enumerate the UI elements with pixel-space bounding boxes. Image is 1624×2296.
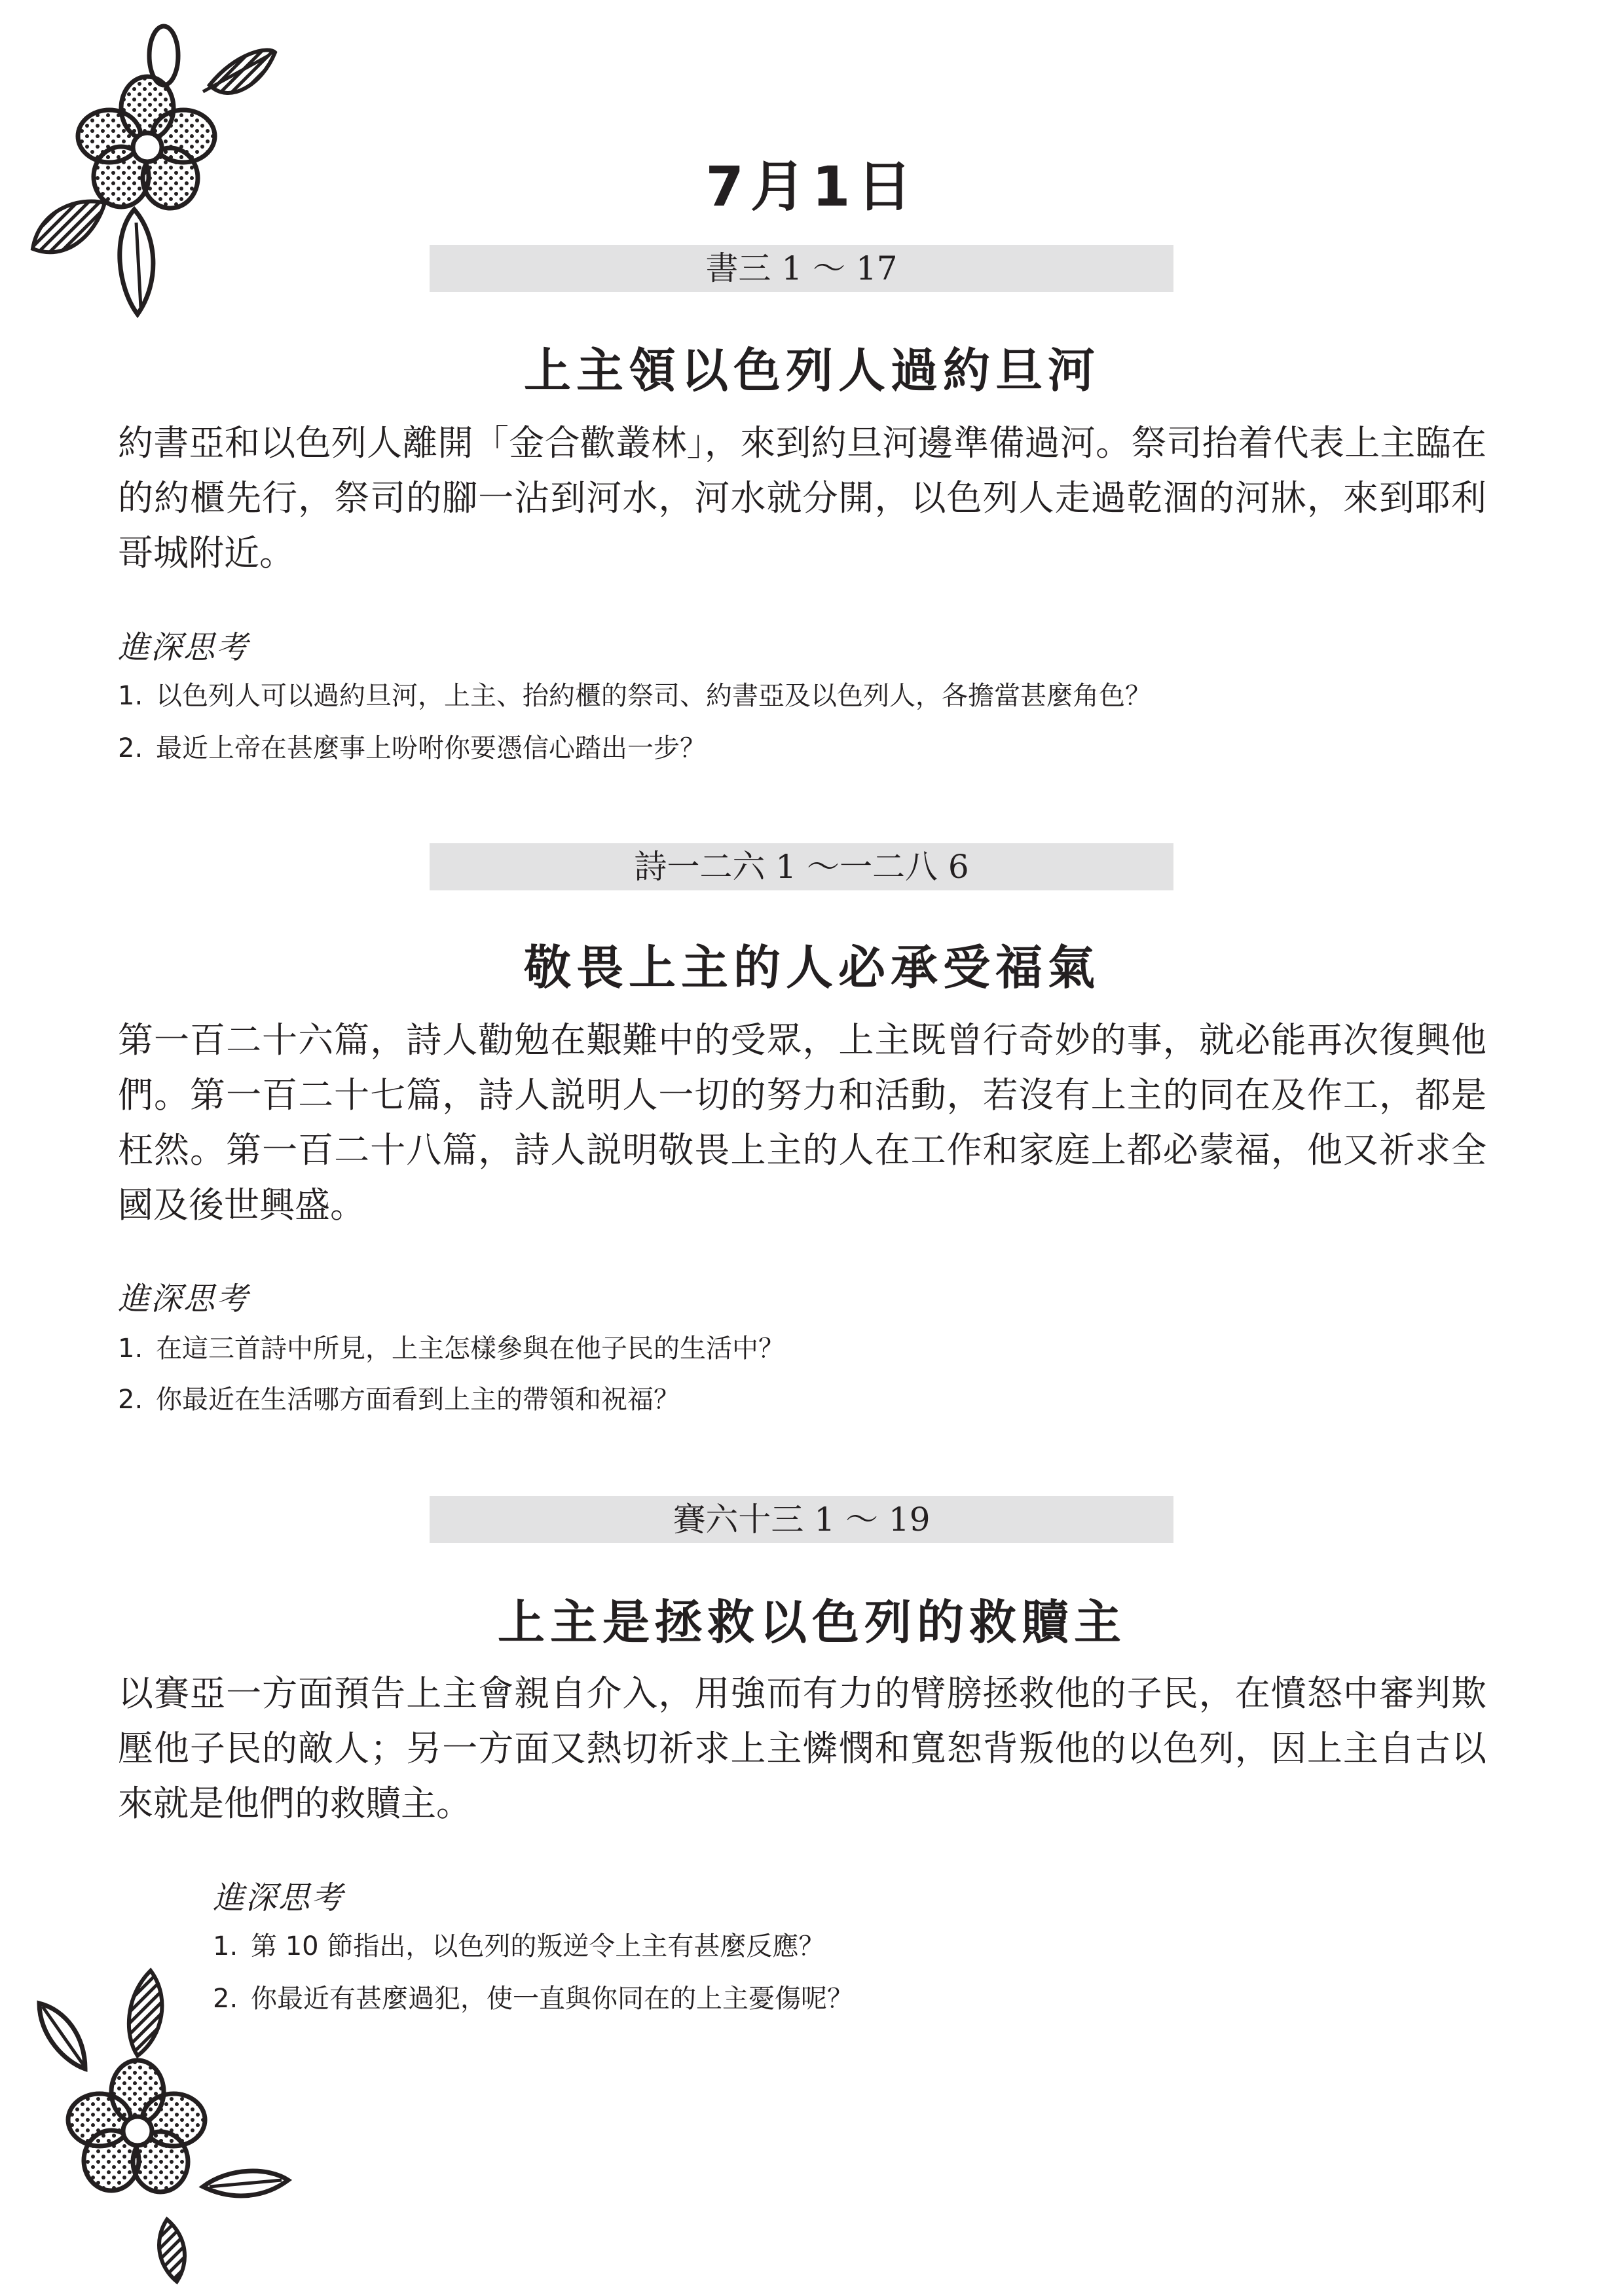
scripture-reference-3: 賽六十三 1 ～ 19 bbox=[430, 1496, 1173, 1543]
question-1-2 bbox=[118, 730, 706, 767]
page-date: 7月1日 bbox=[705, 155, 919, 219]
question-number: 2. bbox=[118, 733, 143, 763]
question-text: 以色列人可以過約旦河，上主、抬約櫃的祭司、約書亞及以色列人，各擔當甚麼角色？ bbox=[156, 681, 1151, 711]
scripture-reference-1: 書三 1 ～ 17 bbox=[430, 245, 1173, 292]
section-paragraph-1: 約書亞和以色列人離開「金合歡叢林」，來到約旦河邊準備過河。祭司抬着代表上主臨在的約櫃先行，祭司的腳一沾到河水，河水就分開，以色列人走過乾涸的河牀，來到耶利哥城附近。 bbox=[118, 422, 1486, 574]
section-paragraph-2: 第一百二十六篇，詩人勸勉在艱難中的受眾，上主既曾行奇妙的事，就必能再次復興他們。第一百二十七篇，詩人説明人一切的努力和活動，若沒有上主的同在及作工，都是枉然。第一百二十八篇，詩人説明敬畏上主的人在工作和家庭上都必蒙福，他又祈求全國及後世興盛。 bbox=[118, 1019, 1486, 1226]
reflection-title-1: 進深思考 bbox=[118, 629, 249, 666]
question-text: 你最近有甚麼過犯，使一直與你同在的上主憂傷呢？ bbox=[251, 1984, 853, 2014]
question-3-1 bbox=[213, 1928, 824, 1965]
section-title-2: 敬畏上主的人必承受福氣 bbox=[523, 940, 1100, 995]
section-paragraph-3: 以賽亞一方面預告上主會親自介入，用強而有力的臂膀拯救他的子民，在憤怒中審判欺壓他子民的敵人；另一方面又熱切祈求上主憐憫和寬恕背叛他的以色列，因上主自古以來就是他們的救贖主。 bbox=[118, 1673, 1486, 1824]
question-number: 2. bbox=[213, 1984, 238, 2014]
question-2-1 bbox=[118, 1330, 784, 1367]
question-text: 第 10 節指出，以色列的叛逆令上主有甚麼反應？ bbox=[251, 1931, 825, 1961]
question-1-1 bbox=[118, 678, 1151, 714]
question-2-2 bbox=[118, 1381, 680, 1418]
section-title-1: 上主領以色列人過約旦河 bbox=[523, 343, 1100, 398]
reflection-title-2: 進深思考 bbox=[118, 1281, 249, 1317]
question-number: 2. bbox=[118, 1385, 143, 1415]
section-title-3: 上主是拯救以色列的救贖主 bbox=[497, 1595, 1126, 1650]
question-3-2 bbox=[213, 1980, 853, 2017]
question-text: 在這三首詩中所見，上主怎樣參與在他子民的生活中？ bbox=[156, 1334, 784, 1364]
question-number: 1. bbox=[213, 1931, 238, 1961]
scripture-reference-2: 詩一二六 1 ～一二八 6 bbox=[430, 843, 1173, 890]
question-number: 1. bbox=[118, 681, 143, 711]
reflection-title-3: 進深思考 bbox=[213, 1880, 344, 1916]
question-text: 你最近在生活哪方面看到上主的帶領和祝福？ bbox=[156, 1385, 680, 1415]
question-text: 最近上帝在甚麼事上吩咐你要憑信心踏出一步？ bbox=[156, 733, 706, 763]
question-number: 1. bbox=[118, 1334, 143, 1364]
